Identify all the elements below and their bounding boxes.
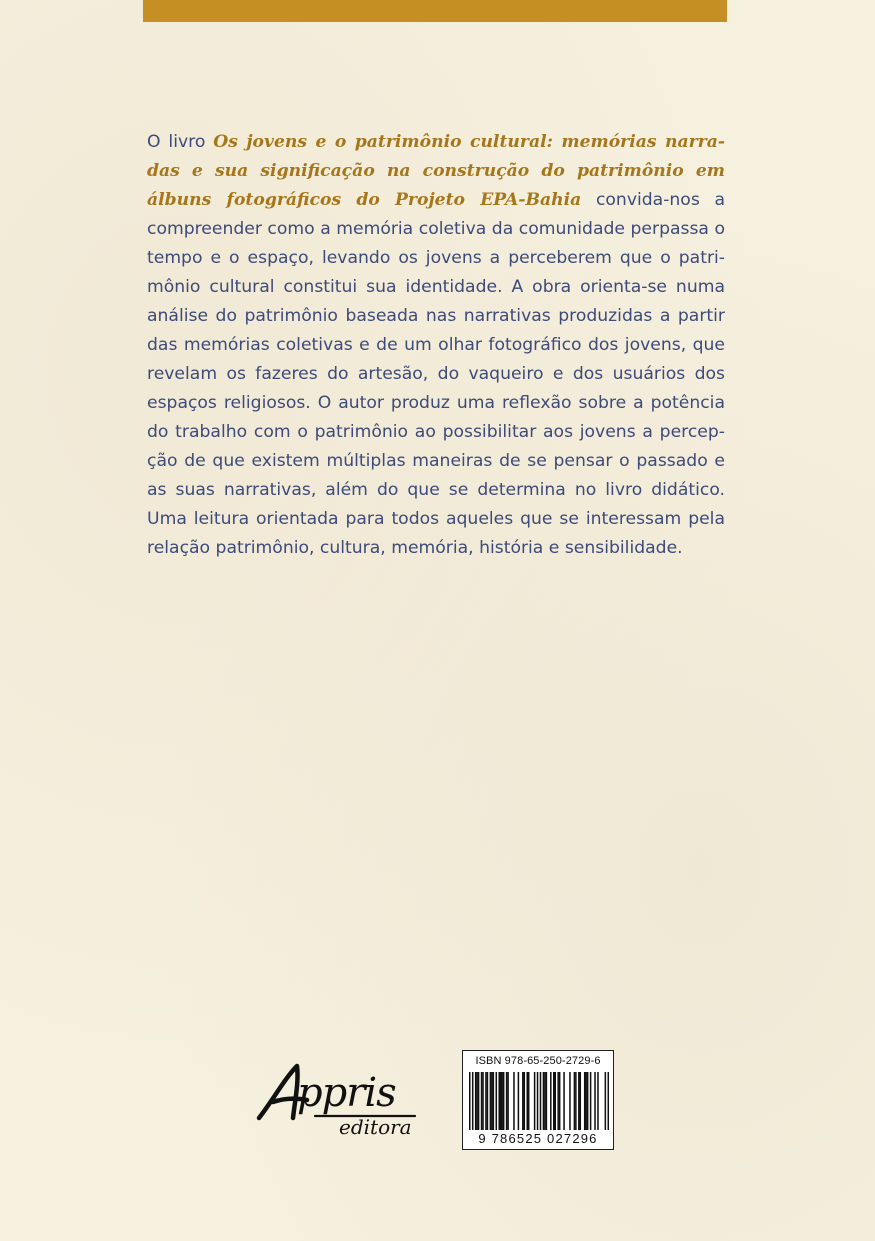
barcode-bar — [506, 1072, 508, 1130]
isbn-barcode-box — [462, 1050, 614, 1150]
barcode-bar — [475, 1072, 477, 1130]
barcode-bar — [554, 1072, 556, 1130]
appris-logo — [255, 1060, 430, 1140]
barcode-bar — [496, 1072, 498, 1130]
isbn-label: ISBN 978-65-250-2729-6 — [475, 1055, 601, 1067]
barcode-bar — [546, 1072, 548, 1130]
barcode-bar — [469, 1072, 471, 1130]
barcode-bar — [597, 1072, 599, 1130]
back-cover-blurb — [147, 128, 725, 563]
barcode-bar — [550, 1072, 552, 1130]
barcode-bar — [501, 1072, 503, 1130]
barcode-bar — [482, 1072, 484, 1130]
barcode-bar — [594, 1072, 596, 1130]
barcode-bar — [585, 1072, 587, 1130]
barcode-bar — [491, 1072, 493, 1130]
barcode-bar — [476, 1072, 478, 1130]
blurb-intro: O livro — [147, 132, 214, 152]
barcode-bar — [557, 1072, 559, 1130]
barcode-bar — [493, 1072, 495, 1130]
barcode-bar — [472, 1072, 474, 1130]
barcode-bar — [524, 1072, 526, 1130]
barcode-bar — [485, 1072, 487, 1130]
barcode-bar — [574, 1072, 576, 1130]
book-title: Os jovens e o patrimônio cultural: memórias narradas e sua significação na construção do patrimônio em álbuns fotográficos do Projeto EPA-Bahia — [147, 132, 725, 210]
barcode-bar — [500, 1072, 502, 1130]
barcode-bar — [563, 1072, 565, 1130]
blurb-body: convida-nos a compreender como a memória coletiva da comunidade perpassa o tempo e o espaço, levando os jovens a perceberem que o patrimônio cultural constitui sua identidade. A obra orienta-se numa análise do patrimônio baseada nas narrativas produzidas a partir das memórias coletivas e de um olhar fotográfico dos jovens, que revelam os fazeres do artesão, do vaqueiro e dos usuários dos espaços religiosos. O autor produz uma reflexão sobre a potência do trabalho com o patrimônio ao possibilitar aos jovens a percepção de que existem múltiplas maneiras de se pensar o passado e as suas narrativas, além do que se determina no livro didático. Uma leitura orientada para todos aqueles que se interessam pela relação patrimônio, cultura, memória, história e sensibilidade. — [147, 190, 725, 558]
svg-text:ppris: ppris — [297, 1070, 396, 1116]
barcode-bar — [540, 1072, 542, 1130]
barcode-bar — [544, 1072, 546, 1130]
barcode-bar — [478, 1072, 480, 1130]
barcode-bar — [518, 1072, 520, 1130]
barcode-bar — [590, 1072, 592, 1130]
barcode-bar — [578, 1072, 580, 1130]
barcode-bar — [507, 1072, 509, 1130]
barcode-bar — [528, 1072, 530, 1130]
barcode-bar — [553, 1072, 555, 1130]
barcode-bar — [522, 1072, 524, 1130]
barcode-bar — [559, 1072, 561, 1130]
barcode-bar — [503, 1072, 505, 1130]
barcode-bar — [543, 1072, 545, 1130]
barcode-digits: 9 786525 027296 — [478, 1131, 598, 1146]
barcode-bar — [490, 1072, 492, 1130]
barcode-bar — [534, 1072, 536, 1130]
barcode-bar — [580, 1072, 582, 1130]
barcode-bar — [608, 1072, 609, 1130]
barcode-bar — [513, 1072, 515, 1130]
barcode-bar — [498, 1072, 500, 1130]
barcode-bar — [605, 1072, 607, 1130]
barcode-bar — [575, 1072, 577, 1130]
top-color-band — [143, 0, 727, 22]
barcode-bar — [569, 1072, 571, 1130]
barcode-bar — [526, 1072, 528, 1130]
barcode-bar — [584, 1072, 586, 1130]
barcode-bar — [537, 1072, 539, 1130]
barcode-bar — [481, 1072, 483, 1130]
barcode — [469, 1072, 609, 1130]
barcode-bar — [487, 1072, 489, 1130]
barcode-bar — [587, 1072, 589, 1130]
logo-sub-text: editora — [339, 1115, 412, 1139]
